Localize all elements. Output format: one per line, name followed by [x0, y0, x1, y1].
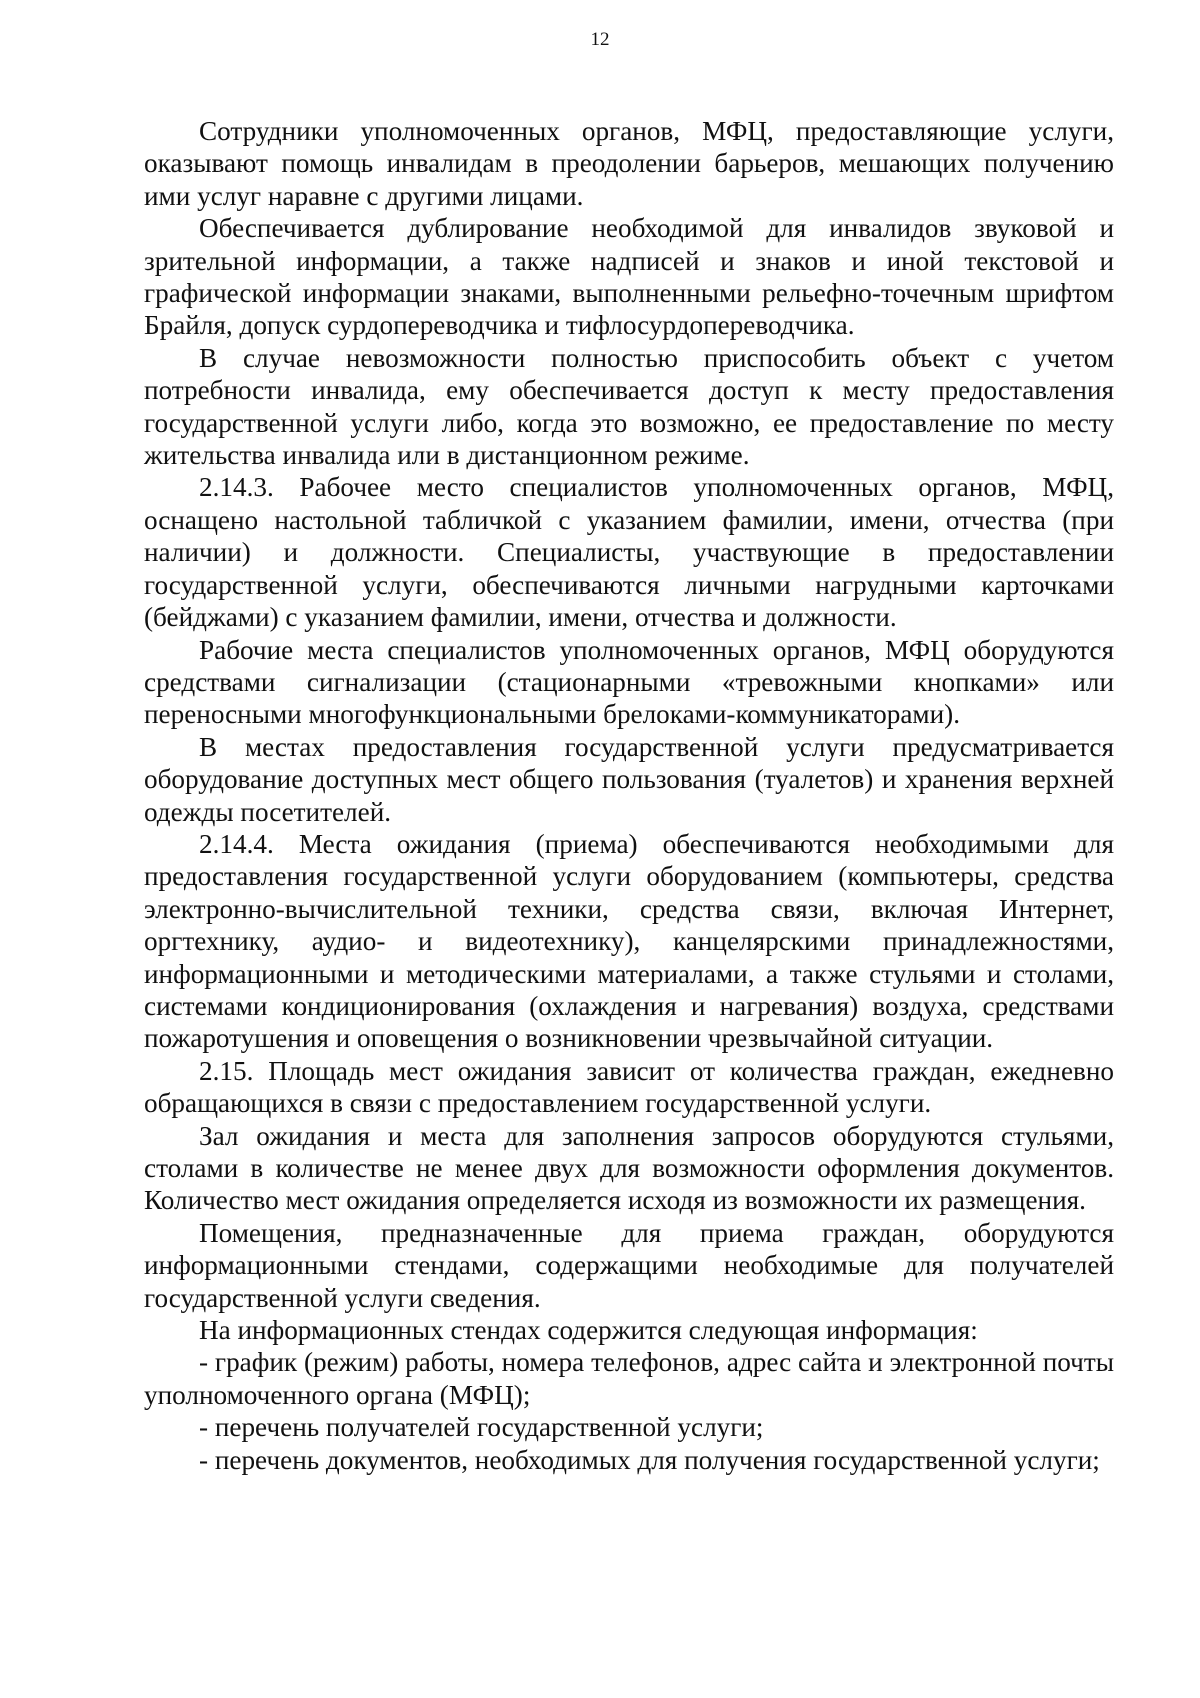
paragraph-waiting-hall: Зал ожидания и места для заполнения запросов оборудуются стульями, столами в количестве не менее двух для возможности оформления документов. Количество мест ожидания определяется исходя из возможности их размещения. — [144, 1120, 1114, 1216]
paragraph-2-14-3-workplace: 2.14.3. Рабочее место специалистов уполномоченных органов, МФЦ, оснащено настольной табличкой с указанием фамилии, имени, отчества (при наличии) и должности. Специалисты, участвующие в предоставлении государственной услуги, обеспечиваются личными нагрудными карточками (бейджами) с указанием фамилии, имени, отчества и должности. — [144, 472, 1114, 633]
paragraph-public-facilities: В местах предоставления государственной услуги предусматривается оборудование доступных мест общего пользования (туалетов) и хранения верхней одежды посетителей. — [144, 731, 1114, 827]
paragraph-info-stands: Помещения, предназначенные для приема граждан, оборудуются информационными стендами, содержащими необходимые для получателей государственной услуги сведения. — [144, 1217, 1114, 1313]
paragraph-braille-duplication: Обеспечивается дублирование необходимой для инвалидов звуковой и зрительной информации, а также надписей и знаков и иной текстовой и графической информации знаками, выполненными рельефно-точечным шрифтом Брайля, допуск сурдопереводчика и тифлосурдопереводчика. — [144, 213, 1114, 341]
paragraph-2-15-area: 2.15. Площадь мест ожидания зависит от количества граждан, ежедневно обращающихся в связи с предоставлением государственной услуги. — [144, 1055, 1114, 1119]
list-item-documents: - перечень документов, необходимых для получения государственной услуги; — [199, 1444, 1100, 1475]
document-body — [144, 115, 1114, 1476]
list-item-recipients: - перечень получателей государственной услуги; — [199, 1412, 764, 1443]
paragraph-alarm-systems: Рабочие места специалистов уполномоченных органов, МФЦ оборудуются средствами сигнализации (стационарными «тревожными кнопками» или переносными многофункциональными брелоками-коммуникаторами). — [144, 634, 1114, 730]
paragraph-remote-access: В случае невозможности полностью приспособить объект с учетом потребности инвалида, ему обеспечивается доступ к месту предоставления государственной услуги либо, когда это возможно, ее предоставление по месту жительства инвалида или в дистанционном режиме. — [144, 342, 1114, 471]
page-number: 12 — [590, 29, 610, 50]
paragraph-staff-assistance: Сотрудники уполномоченных органов, МФЦ, предоставляющие услуги, оказывают помощь инвалидам в преодолении барьеров, мешающих получению ими услуг наравне с другими лицами. — [144, 116, 1114, 211]
paragraph-stand-contents-intro: На информационных стендах содержится следующая информация: — [199, 1315, 978, 1346]
list-item-schedule: - график (режим) работы, номера телефонов, адрес сайта и электронной почты уполномоченного органа (МФЦ); — [144, 1347, 1114, 1410]
paragraph-2-14-4-waiting-areas: 2.14.4. Места ожидания (приема) обеспечиваются необходимыми для предоставления государственной услуги оборудованием (компьютеры, средства электронно-вычислительной техники, средства связи, включая Интернет, оргтехнику, аудио- и видеотехнику), канцелярскими принадлежностями, информационными и методическими материалами, а также стульями и столами, системами кондиционирования (охлаждения и нагревания) воздуха, средствами пожаротушения и оповещения о возникновении чрезвычайной ситуации. — [144, 828, 1114, 1054]
